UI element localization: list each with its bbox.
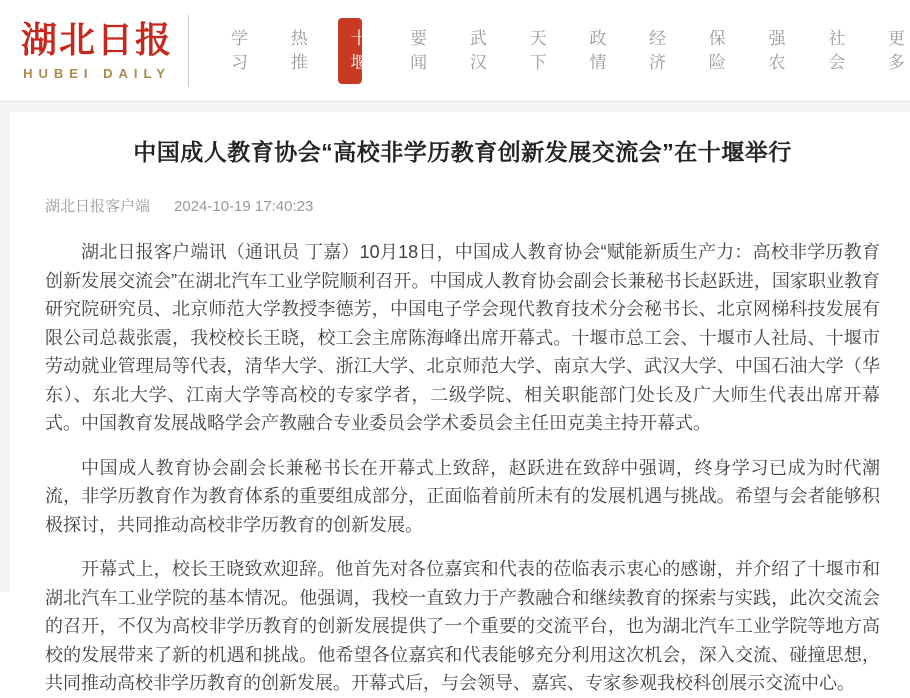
nav-item-8[interactable]: 保险 bbox=[708, 28, 726, 72]
nav-item-4[interactable]: 武汉 bbox=[469, 28, 487, 72]
main-nav bbox=[189, 18, 910, 84]
nav-item-3[interactable]: 要闻 bbox=[410, 28, 428, 72]
logo-text: 湖北日报 bbox=[20, 18, 173, 61]
nav-item-0[interactable]: 学习 bbox=[231, 28, 248, 72]
nav-item-7[interactable]: 经济 bbox=[649, 28, 667, 72]
site-header bbox=[0, 0, 910, 101]
nav-item-6[interactable]: 政情 bbox=[589, 28, 607, 72]
article-meta bbox=[45, 195, 880, 216]
logo-subtext: HUBEI DAILY bbox=[23, 66, 171, 82]
article-paragraph: 开幕式上，校长王晓致欢迎辞。他首先对各位嘉宾和代表的莅临表示衷心的感谢，并介绍了十堰市和湖北汽车工业学院的基本情况。他强调，我校一直致力于产教融合和继续教育的探索与实践，此次交流会的召开，不仅为高校非学历教育的创新发展提供了一个重要的交流平台，也为湖北汽车工业学院等地方高校的发展带来了新的机遇和挑战。他希望各位嘉宾和代表能够充分利用这次机会，深入交流、碰撞思想，共同推动高校非学历教育的创新发展。开幕式后，与会领导、嘉宾、专家参观我校科创展示交流中心。 bbox=[45, 559, 880, 694]
article-timestamp: 2024-10-19 17:40:23 bbox=[174, 198, 314, 216]
article-body bbox=[45, 238, 880, 698]
article-paragraph: 湖北日报客户端讯（通讯员 丁嘉）10月18日，中国成人教育协会“赋能新质生产力：高校非学历教育创新发展交流会”在湖北汽车工业学院顺利召开。中国成人教育协会副会长兼秘书长赵跃进，国家职业教育研究院研究员、北京师范大学教授李德芳，中国电子学会现代教育技术分会秘书长、北京网梯科技发展有限公司总裁张震，我校校长王晓，校工会主席陈海峰出席开幕式。十堰市总工会、十堰市人社局、十堰市劳动就业管理局等代表，清华大学、浙江大学、北京师范大学、南京大学、武汉大学、中国石油大学（华东）、东北大学、江南大学等高校的专家学者，二级学院、相关职能部门处长及广大师生代表出席开幕式。中国教育发展战略学会产教融合专业委员会学术委员会主任田克美主持开幕式。 bbox=[45, 242, 880, 434]
article-card bbox=[10, 112, 910, 694]
nav-item-1[interactable]: 热推 bbox=[290, 28, 308, 72]
content-area bbox=[0, 101, 910, 694]
nav-item-2-active[interactable]: 十堰 bbox=[338, 18, 362, 84]
nav-item-5[interactable]: 天下 bbox=[529, 28, 547, 72]
article-paragraph: 中国成人教育协会副会长兼秘书长在开幕式上致辞，赵跃进在致辞中强调，终身学习已成为时代潮流，非学历教育作为教育体系的重要组成部分，正面临着前所未有的发展机遇与挑战。希望与会者能够积极探讨，共同推动高校非学历教育的创新发展。 bbox=[45, 457, 880, 535]
site-logo[interactable] bbox=[12, 20, 182, 81]
article-source: 湖北日报客户端 bbox=[45, 198, 151, 216]
article-title: 中国成人教育协会“高校非学历教育创新发展交流会”在十堰举行 bbox=[133, 139, 792, 165]
nav-item-10[interactable]: 社会 bbox=[828, 28, 846, 72]
nav-item-9[interactable]: 强农 bbox=[768, 28, 786, 72]
nav-item-11[interactable]: 更多 bbox=[887, 28, 905, 72]
